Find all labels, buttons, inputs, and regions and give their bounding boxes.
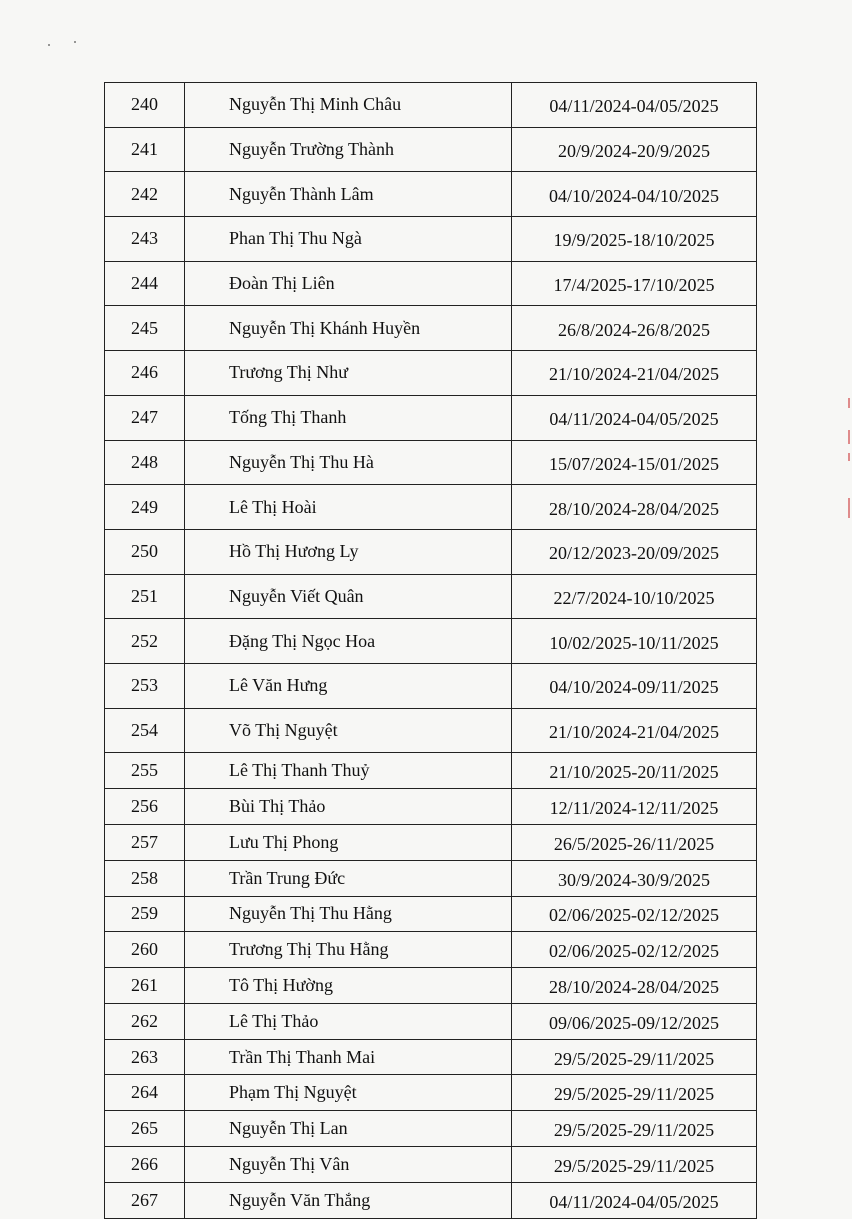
table-row [105, 351, 757, 396]
date-range: 20/9/2024-20/9/2025 [512, 127, 757, 172]
person-name: Lê Thị Thanh Thuỷ [185, 753, 512, 789]
person-name: Nguyễn Thị Thu Hằng [185, 896, 512, 932]
table-row [105, 1182, 757, 1218]
person-name: Lê Thị Thảo [185, 1003, 512, 1039]
row-number: 241 [105, 127, 185, 172]
row-number: 267 [105, 1182, 185, 1218]
table-row [105, 824, 757, 860]
date-range: 26/5/2025-26/11/2025 [512, 824, 757, 860]
table-body [105, 83, 757, 1219]
person-name: Nguyễn Văn Thắng [185, 1182, 512, 1218]
row-number: 253 [105, 663, 185, 708]
date-range: 21/10/2024-21/04/2025 [512, 351, 757, 396]
person-name: Hồ Thị Hương Ly [185, 529, 512, 574]
date-range: 20/12/2023-20/09/2025 [512, 529, 757, 574]
table-row [105, 860, 757, 896]
row-number: 249 [105, 485, 185, 530]
table-row [105, 1003, 757, 1039]
table-row [105, 789, 757, 825]
date-range: 02/06/2025-02/12/2025 [512, 932, 757, 968]
date-range: 10/02/2025-10/11/2025 [512, 619, 757, 664]
row-number: 251 [105, 574, 185, 619]
row-number: 252 [105, 619, 185, 664]
person-name: Lê Văn Hưng [185, 663, 512, 708]
row-number: 248 [105, 440, 185, 485]
date-range: 15/07/2024-15/01/2025 [512, 440, 757, 485]
person-name: Trần Thị Thanh Mai [185, 1039, 512, 1075]
row-number: 257 [105, 824, 185, 860]
row-number: 245 [105, 306, 185, 351]
table-row [105, 306, 757, 351]
row-number: 258 [105, 860, 185, 896]
date-range: 17/4/2025-17/10/2025 [512, 261, 757, 306]
date-range: 29/5/2025-29/11/2025 [512, 1111, 757, 1147]
row-number: 263 [105, 1039, 185, 1075]
person-name: Tô Thị Hường [185, 968, 512, 1004]
table-row [105, 753, 757, 789]
person-name: Nguyễn Thị Minh Châu [185, 83, 512, 128]
person-name: Trần Trung Đức [185, 860, 512, 896]
date-range: 04/11/2024-04/05/2025 [512, 1182, 757, 1218]
date-range: 04/11/2024-04/05/2025 [512, 395, 757, 440]
person-name: Trương Thị Như [185, 351, 512, 396]
row-number: 256 [105, 789, 185, 825]
table-row [105, 395, 757, 440]
date-range: 22/7/2024-10/10/2025 [512, 574, 757, 619]
date-range: 04/10/2024-09/11/2025 [512, 663, 757, 708]
person-name: Lưu Thị Phong [185, 824, 512, 860]
row-number: 244 [105, 261, 185, 306]
row-number: 247 [105, 395, 185, 440]
table-row [105, 708, 757, 753]
row-number: 240 [105, 83, 185, 128]
person-name: Phạm Thị Nguyệt [185, 1075, 512, 1111]
row-number: 260 [105, 932, 185, 968]
row-number: 266 [105, 1147, 185, 1183]
table-row [105, 932, 757, 968]
person-name: Nguyễn Thị Khánh Huyền [185, 306, 512, 351]
table-row [105, 1039, 757, 1075]
row-number: 242 [105, 172, 185, 217]
date-range: 21/10/2025-20/11/2025 [512, 753, 757, 789]
table-row [105, 529, 757, 574]
scan-speck [74, 41, 76, 43]
stamp-edge-fragment [844, 398, 852, 528]
person-name: Đoàn Thị Liên [185, 261, 512, 306]
table-row [105, 896, 757, 932]
date-range: 19/9/2025-18/10/2025 [512, 217, 757, 262]
table-row [105, 440, 757, 485]
row-number: 255 [105, 753, 185, 789]
date-range: 04/11/2024-04/05/2025 [512, 83, 757, 128]
person-name: Trương Thị Thu Hằng [185, 932, 512, 968]
row-number: 261 [105, 968, 185, 1004]
person-name: Lê Thị Hoài [185, 485, 512, 530]
table-row [105, 83, 757, 128]
table-row [105, 485, 757, 530]
date-range: 28/10/2024-28/04/2025 [512, 485, 757, 530]
person-name: Tống Thị Thanh [185, 395, 512, 440]
date-range: 26/8/2024-26/8/2025 [512, 306, 757, 351]
row-number: 262 [105, 1003, 185, 1039]
person-name: Nguyễn Thị Vân [185, 1147, 512, 1183]
row-number: 250 [105, 529, 185, 574]
date-range: 04/10/2024-04/10/2025 [512, 172, 757, 217]
person-name: Nguyễn Thị Thu Hà [185, 440, 512, 485]
row-number: 243 [105, 217, 185, 262]
person-name: Nguyễn Viết Quân [185, 574, 512, 619]
employee-table [104, 82, 757, 1219]
date-range: 29/5/2025-29/11/2025 [512, 1039, 757, 1075]
table-row [105, 968, 757, 1004]
scan-speck [48, 44, 50, 46]
table-row [105, 1075, 757, 1111]
person-name: Nguyễn Thành Lâm [185, 172, 512, 217]
date-range: 28/10/2024-28/04/2025 [512, 968, 757, 1004]
person-name: Nguyễn Thị Lan [185, 1111, 512, 1147]
table-row [105, 663, 757, 708]
table-row [105, 127, 757, 172]
table-row [105, 172, 757, 217]
table-row [105, 574, 757, 619]
person-name: Võ Thị Nguyệt [185, 708, 512, 753]
row-number: 265 [105, 1111, 185, 1147]
table-row [105, 261, 757, 306]
table-row [105, 1111, 757, 1147]
date-range: 29/5/2025-29/11/2025 [512, 1075, 757, 1111]
person-name: Đặng Thị Ngọc Hoa [185, 619, 512, 664]
table-row [105, 1147, 757, 1183]
date-range: 21/10/2024-21/04/2025 [512, 708, 757, 753]
date-range: 12/11/2024-12/11/2025 [512, 789, 757, 825]
table-row [105, 217, 757, 262]
person-name: Bùi Thị Thảo [185, 789, 512, 825]
row-number: 254 [105, 708, 185, 753]
date-range: 29/5/2025-29/11/2025 [512, 1147, 757, 1183]
date-range: 30/9/2024-30/9/2025 [512, 860, 757, 896]
row-number: 264 [105, 1075, 185, 1111]
row-number: 259 [105, 896, 185, 932]
date-range: 09/06/2025-09/12/2025 [512, 1003, 757, 1039]
date-range: 02/06/2025-02/12/2025 [512, 896, 757, 932]
row-number: 246 [105, 351, 185, 396]
table-row [105, 619, 757, 664]
person-name: Nguyễn Trường Thành [185, 127, 512, 172]
person-name: Phan Thị Thu Ngà [185, 217, 512, 262]
